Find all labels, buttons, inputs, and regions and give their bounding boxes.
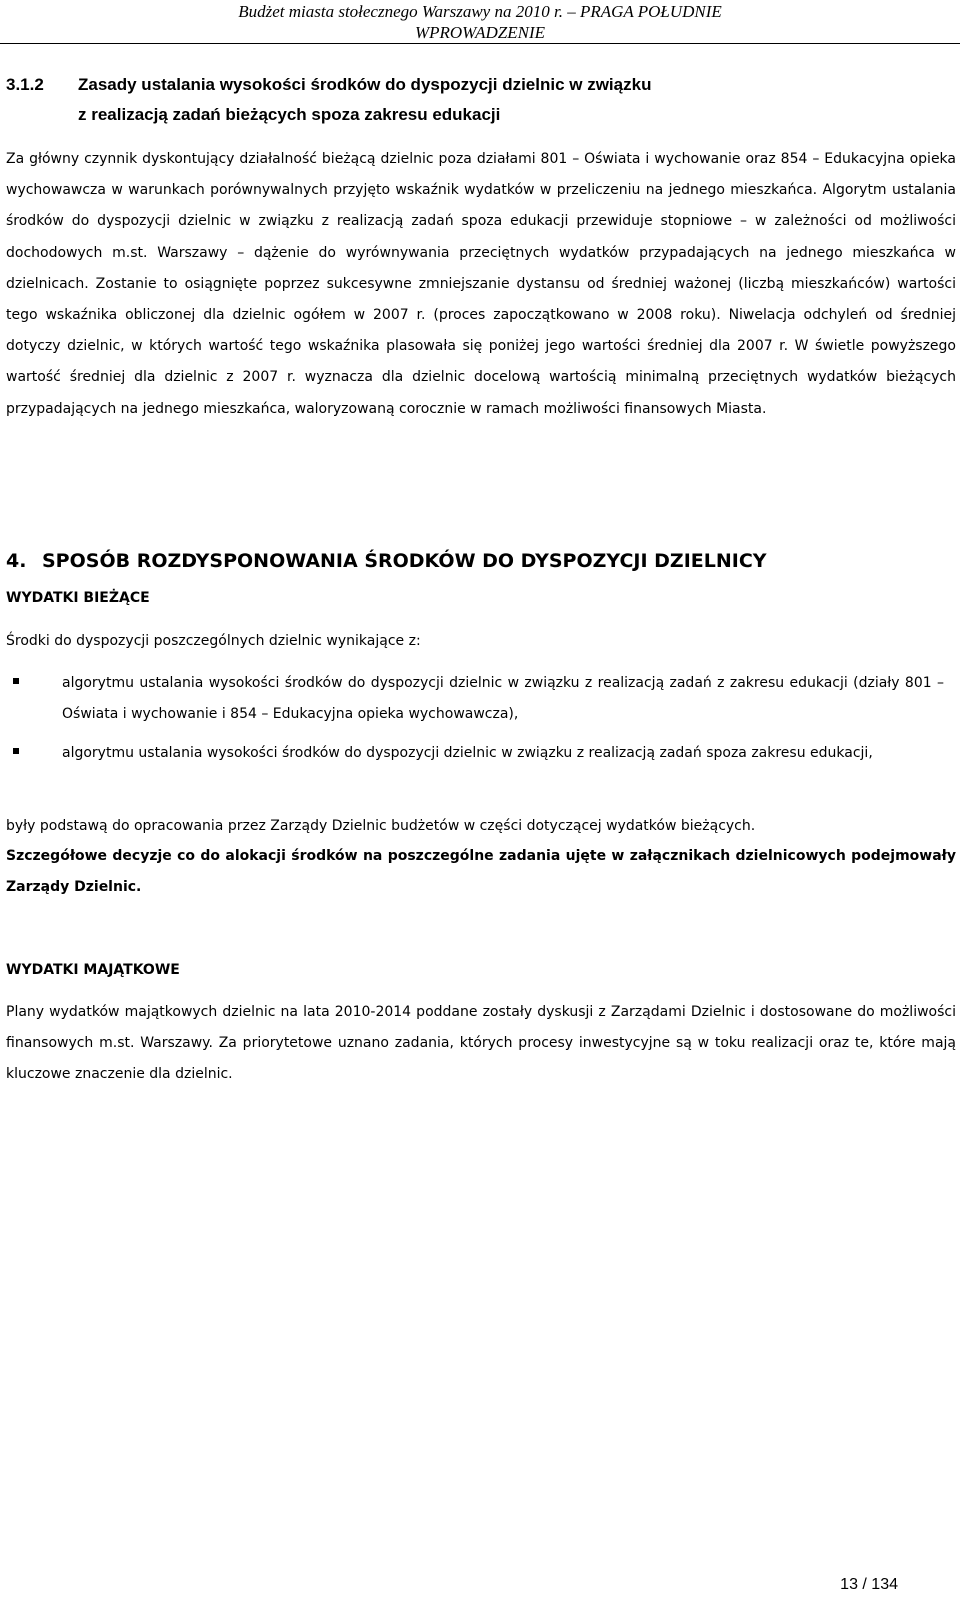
bullet-square-icon (13, 748, 19, 754)
header-section-title: WPROWADZENIE (414, 23, 546, 42)
list-item-text: algorytmu ustalania wysokości środków do dyspozycji dzielnic w związku z realizacją zadań z zakresu edukacji (działy 801 – Oświata i wychowanie i 854 – Edukacyjna opieka wychowawcza), (62, 675, 944, 723)
header-budget-title: Budżet miasta stołecznego Warszawy na 2010 r. – PRAGA POŁUDNIE (238, 2, 722, 21)
section-title-line2: z realizacją zadań bieżących spoza zakresu edukacji (78, 105, 501, 124)
chapter-number: 4. (6, 550, 27, 572)
page-header (0, 0, 960, 44)
section-number: 3.1.2 (6, 75, 44, 94)
section-312-paragraph: Za główny czynnik dyskontujący działalność bieżącą dzielnic poza działami 801 – Oświata i wychowanie oraz 854 – Edukacyjna opieka wychowawcza w warunkach porównywalnych przyjęto wskaźnik wydatków w przeliczeniu na jednego mieszkańca. Algorytm ustalania środków do dyspozycji dzielnic w związku z realizacją zadań spoza edukacji przewiduje stopniowe – w zależności od możliwości dochodowych m.st. Warszawy – dążenie do wyrównywania przeciętnych wydatków przypadających na jednego mieszkańca w dzielnicach. Zostanie to osiągnięte poprzez sukcesywne zmniejszanie dystansu od średniej ważonej (liczbą mieszkańców) wartości tego wskaźnika obliczonej dla dzielnic ogółem w 2007 r. (proces zapoczątkowano w 2008 roku). Niwelacja odchyleń od średniej dotyczy dzielnic, w których wartość tego wskaźnika plasowała się poniżej jego wartości średniej dla 2007 r. W świetle powyższego wartość średniej dla dzielnic z 2007 r. wyznacza dla dzielnic docelową wartością minimalną przeciętnych wydatków bieżących przypadających na jednego mieszkańca, waloryzowaną corocznie w ramach możliwości finansowych Miasta. (6, 151, 956, 417)
property-expenses-paragraph: Plany wydatków majątkowych dzielnic na lata 2010-2014 poddane zostały dyskusji z Zarządami Dzielnic i dostosowane do możliwości finansowych m.st. Warszawy. Za priorytetowe uznano zadania, których procesy inwestycyjne są w toku realizacji oraz te, które mają kluczowe znaczenie dla dzielnic. (6, 1004, 956, 1083)
property-expenses-heading: WYDATKI MAJĄTKOWE (6, 962, 180, 978)
list-item-text: algorytmu ustalania wysokości środków do dyspozycji dzielnic w związku z realizacją zadań spoza zakresu edukacji, (62, 745, 873, 761)
bullet-square-icon (13, 678, 19, 684)
section-title-line1: Zasady ustalania wysokości środków do dyspozycji dzielnic w związku (78, 75, 652, 94)
chapter-title: SPOSÓB ROZDYSPONOWANIA ŚRODKÓW DO DYSPOZYCJI DZIELNICY (42, 550, 767, 572)
current-expenses-basis: były podstawą do opracowania przez Zarządy Dzielnic budżetów w części dotyczącej wydatków bieżących. (6, 818, 756, 834)
chapter-4-heading (6, 548, 767, 574)
current-expenses-decision: Szczegółowe decyzje co do alokacji środków na poszczególne zadania ujęte w załącznikach dzielnicowych podejmowały Zarządy Dzielnic. (6, 848, 956, 896)
current-expenses-heading: WYDATKI BIEŻĄCE (6, 590, 150, 606)
current-expenses-intro: Środki do dyspozycji poszczególnych dzielnic wynikające z: (6, 633, 421, 649)
page-number: 13 / 134 (840, 1576, 898, 1593)
